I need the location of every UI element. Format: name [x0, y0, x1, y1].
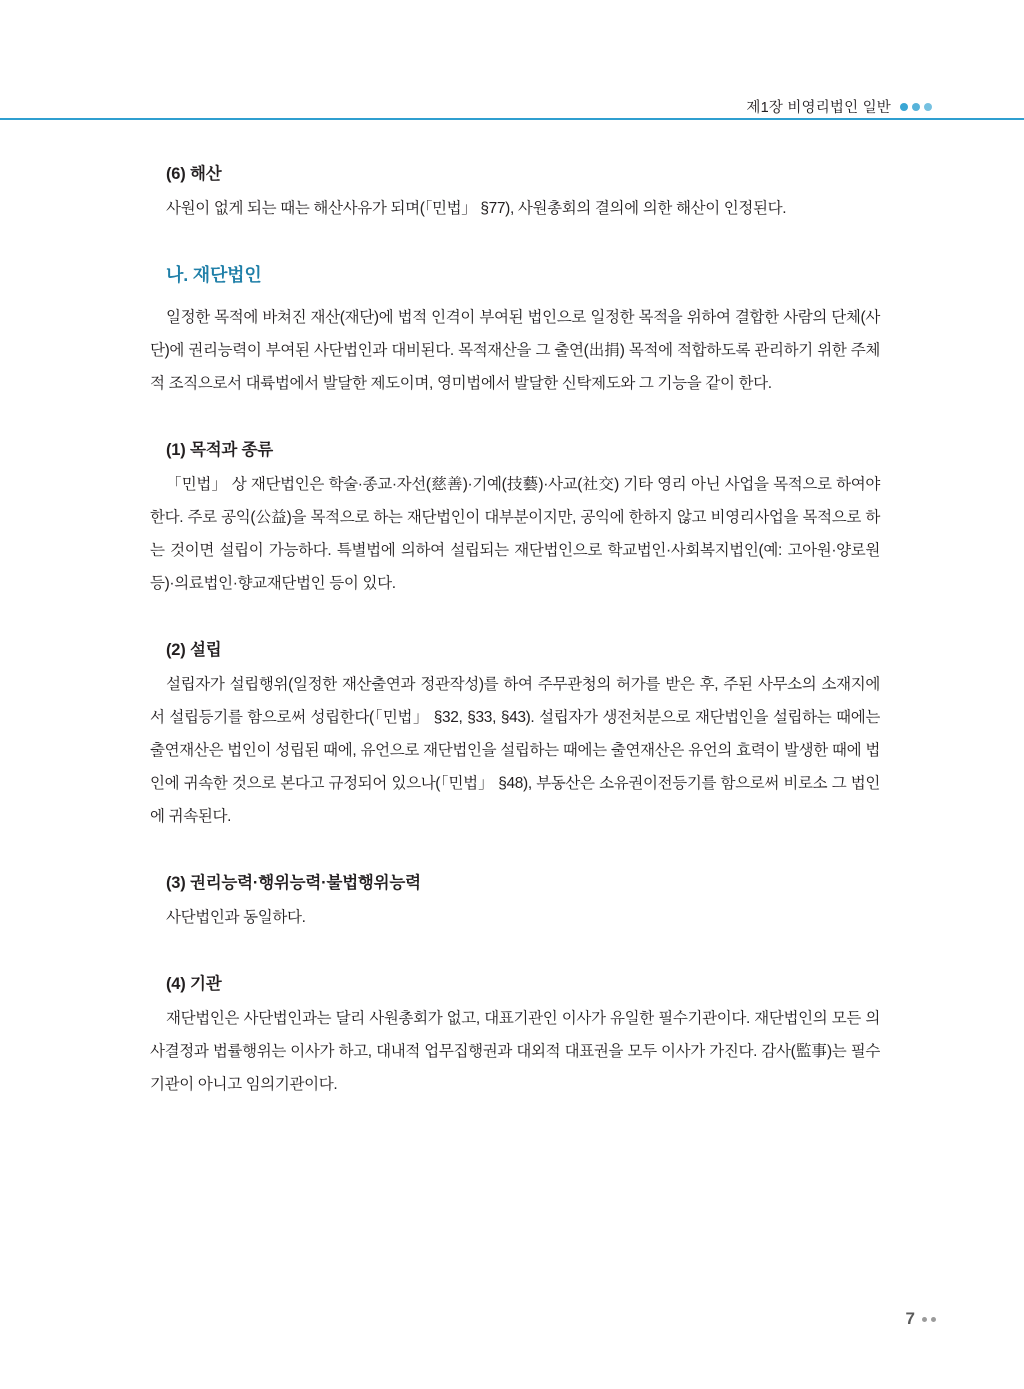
heading-dissolution: (6) 해산 — [166, 165, 222, 183]
heading-foundation-corporation: 나. 재단법인 — [166, 265, 262, 285]
page-content — [150, 160, 880, 1101]
circle-dot-icon — [912, 103, 920, 111]
small-dot-icon — [931, 1317, 936, 1322]
paragraph-organs: 재단법인은 사단법인과는 달리 사원총회가 없고, 대표기관인 이사가 유일한 필수기관이다. 재단법인의 모든 의사결정과 법률행위는 이사가 하고, 대내적 업무집행권과 대외적 대표권을 모두 이사가 가진다. 감사(監事)는 필수기관이 아니고 임의기관이다. — [150, 1010, 880, 1093]
heading-organs: (4) 기관 — [166, 975, 222, 993]
small-dot-icon — [922, 1317, 927, 1322]
heading-purpose-and-types: (1) 목적과 종류 — [166, 441, 274, 459]
header-dots-ornament — [900, 103, 934, 111]
heading-capacity: (3) 권리능력·행위능력·불법행위능력 — [166, 874, 421, 892]
paragraph-dissolution: 사원이 없게 되는 때는 해산사유가 되며(「민법」 §77), 사원총회의 결의에 의한 해산이 인정된다. — [166, 200, 787, 217]
header-content — [736, 96, 934, 117]
circle-dot-icon — [924, 103, 932, 111]
page-number: 7 — [905, 1309, 915, 1328]
circle-dot-icon — [900, 103, 908, 111]
chapter-title: 제1장 비영리법인 일반 — [746, 100, 891, 116]
page-header — [0, 96, 1024, 126]
page-footer — [906, 1309, 936, 1329]
paragraph-foundation-corporation: 일정한 목적에 바쳐진 재산(재단)에 법적 인격이 부여된 법인으로 일정한 목적을 위하여 결합한 사람의 단체(사단)에 권리능력이 부여된 사단법인과 대비된다. 목적재산을 그 출연(出捐) 목적에 적합하도록 관리하기 위한 주체적 조직으로서 대륙법에서 발달한 제도이며, 영미법에서 발달한 신탁제도와 그 기능을 같이 한다. — [150, 309, 880, 392]
paragraph-establishment: 설립자가 설립행위(일정한 재산출연과 정관작성)를 하여 주무관청의 허가를 받은 후, 주된 사무소의 소재지에서 설립등기를 함으로써 성립한다(「민법」 §32, §33, §43). 설립자가 생전처분으로 재단법인을 설립하는 때에는 출연재산은 법인이 성립된 때에, 유언으로 재단법인을 설립하는 때에는 출연재산은 유언의 효력이 발생한 때에 법인에 귀속한 것으로 본다고 규정되어 있으나(「민법」 §48), 부동산은 소유권이전등기를 함으로써 비로소 그 법인에 귀속된다. — [150, 676, 880, 825]
header-rule — [0, 118, 1024, 120]
footer-dots-ornament — [922, 1317, 936, 1322]
paragraph-capacity: 사단법인과 동일하다. — [166, 909, 306, 926]
heading-establishment: (2) 설립 — [166, 641, 222, 659]
paragraph-purpose-and-types: 「민법」 상 재단법인은 학술·종교·자선(慈善)·기예(技藝)·사교(社交) 기타 영리 아닌 사업을 목적으로 하여야 한다. 주로 공익(公益)을 목적으로 하는 재단법인이 대부분이지만, 공익에 한하지 않고 비영리사업을 목적으로 하는 것이면 설립이 가능하다. 특별법에 의하여 설립되는 재단법인으로 학교법인·사회복지법인(예: 고아원·양로원 등)·의료법인·향교재단법인 등이 있다. — [150, 476, 880, 592]
